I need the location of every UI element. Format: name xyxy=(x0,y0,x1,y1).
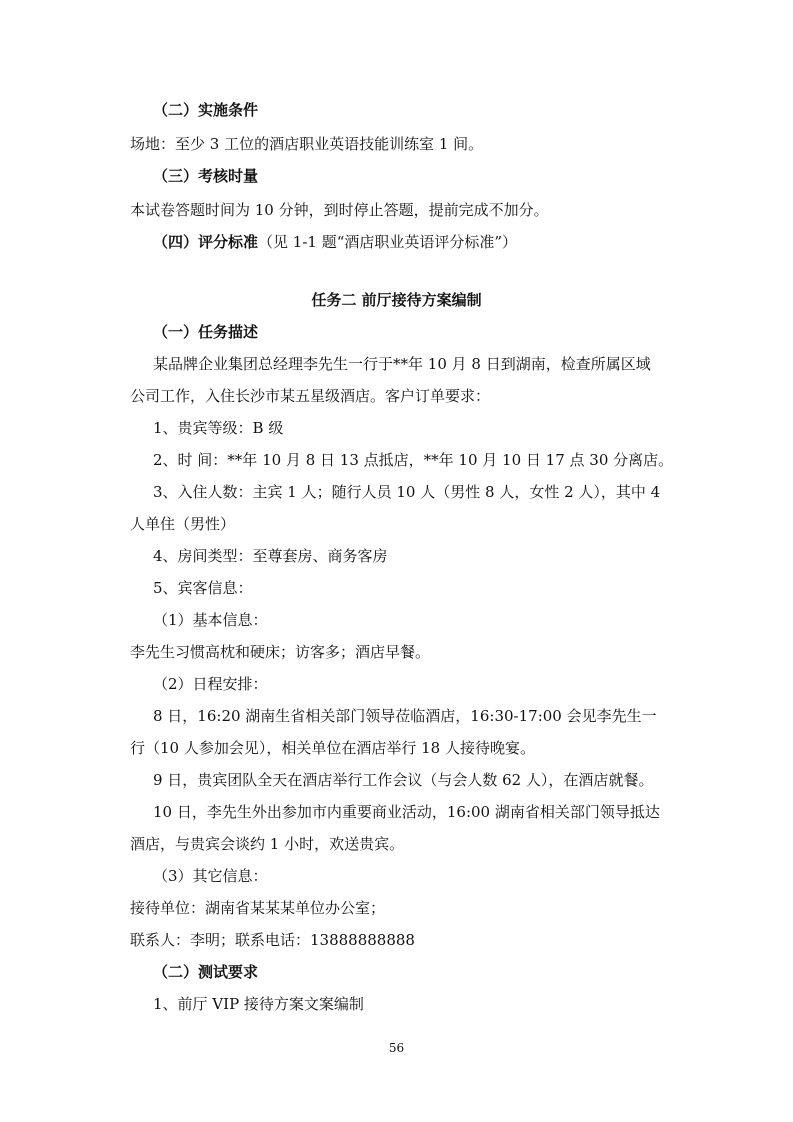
paragraph-time: 本试卷答题时间为 10 分钟，到时停止答题，提前完成不加分。 xyxy=(130,201,549,219)
sub-heading: （1）基本信息： xyxy=(153,611,268,629)
paragraph-line: 联系人：李明；联系电话：13888888888 xyxy=(130,931,415,949)
sub-heading: （2）日程安排： xyxy=(153,675,268,693)
list-item: 1、贵宾等级：B 级 xyxy=(153,419,284,437)
page-number: 56 xyxy=(388,1041,405,1055)
list-item: 3、入住人数：主宾 1 人；随行人员 10 人（男性 8 人，女性 2 人），其中 4 xyxy=(153,483,661,501)
paragraph-line: 酒店，与贵宾会谈约 1 小时，欢送贵宾。 xyxy=(130,835,405,853)
list-item: 4、房间类型：至尊套房、商务客房 xyxy=(153,547,388,565)
paragraph-venue: 场地：至少 3 工位的酒店职业英语技能训练室 1 间。 xyxy=(130,135,484,153)
paragraph-line: 9 日，贵宾团队全天在酒店举行工作会议（与会人数 62 人），在酒店就餐。 xyxy=(153,771,654,789)
section-heading-scoring: （四）评分标准（见 1-1 题“酒店职业英语评分标准”） xyxy=(153,233,518,251)
list-item: 1、前厅 VIP 接待方案文案编制 xyxy=(153,995,364,1013)
task-title: 任务二 前厅接待方案编制 xyxy=(311,291,482,309)
paragraph-line: 人单住（男性） xyxy=(130,515,236,533)
sub-heading: （3）其它信息： xyxy=(153,867,268,885)
section-heading-task-description: （一）任务描述 xyxy=(153,323,259,341)
list-item: 5、宾客信息： xyxy=(153,579,253,597)
paragraph-line: 接待单位：湖南省某某某单位办公室； xyxy=(130,899,386,917)
section-heading-time: （三）考核时量 xyxy=(153,167,259,185)
section-heading-test-requirements: （二）测试要求 xyxy=(153,963,259,981)
paragraph-line: 10 日，李先生外出参加市内重要商业活动，16:00 湖南省相关部门领导抵达 xyxy=(153,803,660,821)
list-item: 2、时 间：**年 10 月 8 日 13 点抵店，**年 10 月 10 日 17 点 30 分离店。 xyxy=(153,451,674,469)
paragraph-line: 某品牌企业集团总经理李先生一行于**年 10 月 8 日到湖南，检查所属区域 xyxy=(153,355,651,373)
paragraph-line: 公司工作，入住长沙市某五星级酒店。客户订单要求： xyxy=(130,387,491,405)
paragraph-line: 李先生习惯高枕和硬床；访客多；酒店早餐。 xyxy=(130,643,431,661)
paragraph-line: 行（10 人参加会见），相关单位在酒店举行 18 人接待晚宴。 xyxy=(130,739,535,757)
section-heading-implementation: （二）实施条件 xyxy=(153,101,259,119)
paragraph-line: 8 日，16:20 湖南生省相关部门领导莅临酒店，16:30-17:00 会见李先生一 xyxy=(153,707,657,725)
